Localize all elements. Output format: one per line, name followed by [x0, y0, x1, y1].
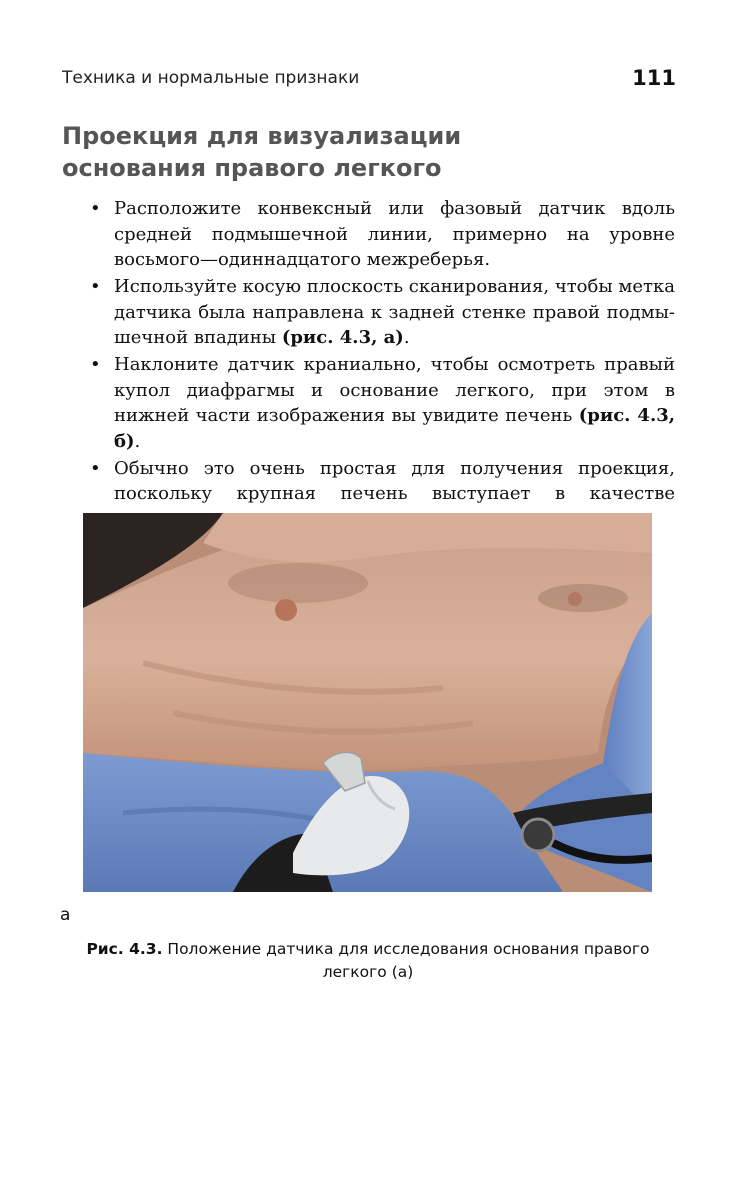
- photo-illustration: [83, 513, 652, 892]
- section-title-line-1: Проекция для визуализации: [62, 122, 462, 150]
- list-item-tail: .: [403, 327, 410, 348]
- list-item-text: Расположите конвексный или фазовый датчик вдоль средней подмышечной линии, примерно на уровне восьмого—одиннадцатого межреберья.: [114, 198, 675, 270]
- page-number: 111: [632, 66, 676, 90]
- list-item: [90, 274, 675, 351]
- ultrasound-probe-photo: [83, 513, 652, 892]
- nipple: [568, 592, 582, 606]
- running-title: Техника и нормальные признаки: [62, 68, 360, 88]
- figure-reference: (рис. 4.3, б): [114, 405, 676, 452]
- list-item: [90, 352, 675, 454]
- section-title-line-2: основания правого легкого: [62, 154, 442, 182]
- instruction-list: [90, 196, 675, 534]
- figure-reference: (рис. 4.3, а): [281, 327, 404, 348]
- list-item: [90, 196, 675, 273]
- chest-hair: [538, 584, 628, 612]
- list-item-text: Обычно это очень простая для получения проекция, поскольку крупная печень выступает в качестве: [114, 457, 675, 504]
- nipple: [275, 599, 297, 621]
- list-item-text: Используйте косую плоскость сканирования, чтобы метка датчика была направлена к задней стенке правой подмышечной впадины: [114, 276, 675, 348]
- list-item-text: Наклоните датчик краниально, чтобы осмотреть правый купол диафрагмы и основание легкого, при этом в нижней части изображения вы увидите печень: [114, 354, 675, 426]
- chest-hair: [228, 563, 368, 603]
- list-item-tail: .: [134, 430, 141, 452]
- stethoscope: [522, 819, 554, 851]
- section-title: [62, 120, 682, 184]
- figure-caption: [62, 938, 674, 984]
- caption-text: Положение датчика для исследования основания правого легкого (а): [167, 940, 650, 981]
- running-head: [62, 66, 676, 96]
- figure-panel-label: а: [60, 905, 71, 925]
- caption-label: Рис. 4.3.: [86, 940, 163, 958]
